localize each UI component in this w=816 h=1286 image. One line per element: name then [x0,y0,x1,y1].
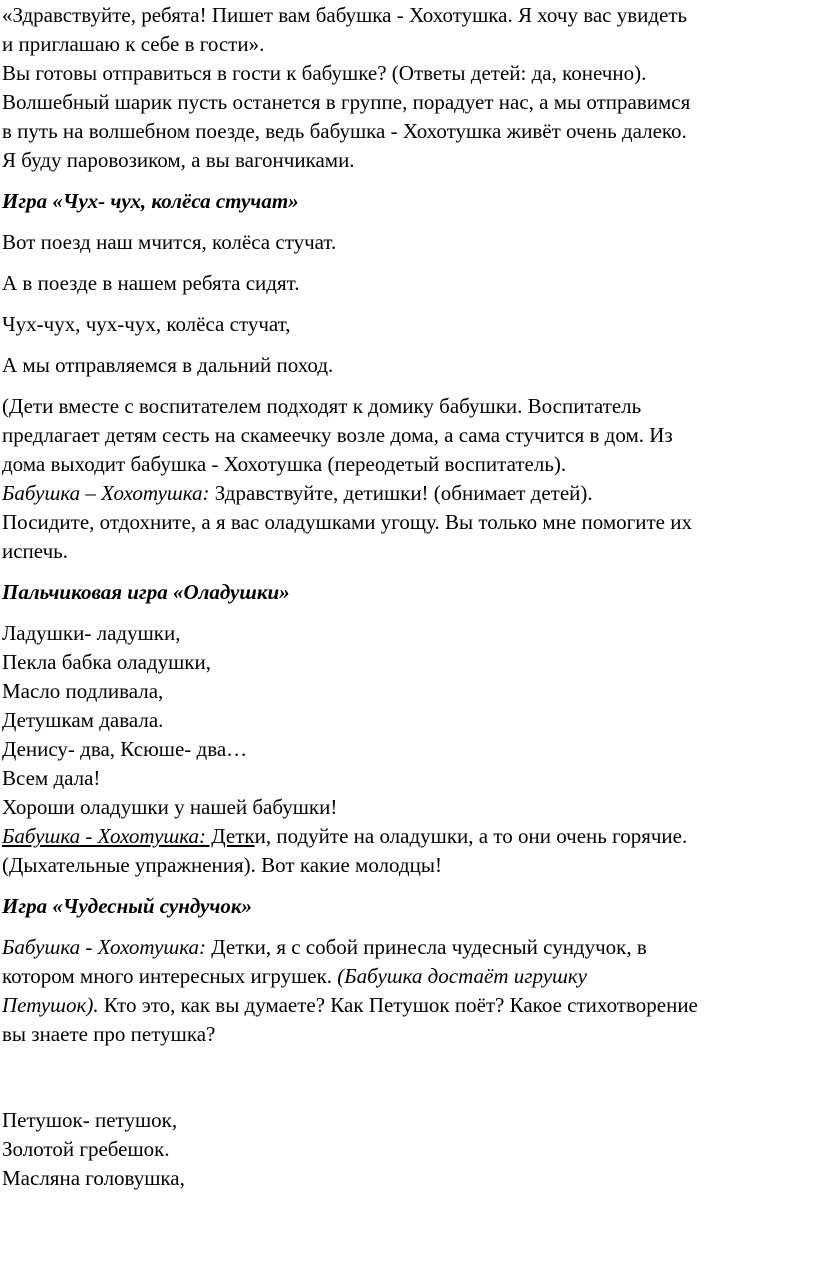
stage-direction: (Бабушка достаёт игрушку [337,964,588,988]
narration-line: дома выходит бабушка - Хохотушка (переодетый воспитатель). [2,452,567,476]
game3-heading: Игра «Чудесный сундучок» [2,894,253,918]
narration-line [2,479,816,508]
poem-verse [2,1106,816,1193]
game2-verse-line: Пекла бабка оладушки, [2,650,211,674]
narration-paragraph [2,392,816,566]
game3-paragraph [2,933,816,1049]
game2-heading: Пальчиковая игра «Оладушки» [2,580,290,604]
game2-speech-line [2,822,816,851]
game2-verse-line: Масло подливала, [2,679,164,703]
poem-line: Золотой гребешок. [2,1137,170,1161]
speaker-label: Бабушка - Хохотушка: [2,824,207,848]
narration-line: Посидите, отдохните, а я вас оладушками угощу. Вы только мне помогите их [2,510,692,534]
game1-verse-line: А в поезде в нашем ребята сидят. [2,271,300,295]
speech-text: и, подуйте на оладушки, а то они очень горячие. [254,824,688,848]
game1-verse-line: Вот поезд наш мчится, колёса стучат. [2,230,337,254]
poem-line: Масляна головушка, [2,1166,185,1190]
game3-line [2,933,816,962]
intro-line: в путь на волшебном поезде, ведь бабушка - Хохотушка живёт очень далеко. [2,119,687,143]
game2-speech-line: (Дыхательные упражнения). Вот какие молодцы! [2,853,442,877]
game2-verse-line: Детушкам давала. [2,708,164,732]
narration-text: Здравствуйте, детишки! (обнимает детей). [209,481,593,505]
game3-text: Детки, я с собой принесла чудесный сундучок, в [206,935,647,959]
intro-line: «Здравствуйте, ребята! Пишет вам бабушка - Хохотушка. Я хочу вас увидеть [2,3,688,27]
game1-verse-line: А мы отправляемся в дальний поход. [2,353,334,377]
narration-line: испечь. [2,539,68,563]
speech-underlined-word: Детк [206,824,255,848]
game3-line: вы знаете про петушка? [2,1022,216,1046]
game3-line [2,991,816,1020]
intro-line: Вы готовы отправиться в гости к бабушке? (Ответы детей: да, конечно). [2,61,647,85]
intro-paragraph [2,1,816,175]
speaker-label: Бабушка – Хохотушка: [2,481,210,505]
game2-verse-line: Хороши оладушки у нашей бабушки! [2,795,338,819]
intro-line: Я буду паровозиком, а вы вагончиками. [2,148,355,172]
intro-line: Волшебный шарик пусть останется в группе, порадует нас, а мы отправимся [2,90,691,114]
game3-line [2,962,816,991]
game1-verse-line: Чух-чух, чух-чух, колёса стучат, [2,312,291,336]
poem-line: Петушок- петушок, [2,1108,178,1132]
intro-line: и приглашаю к себе в гости». [2,32,265,56]
game2-verse-line: Ладушки- ладушки, [2,621,181,645]
stage-direction: Петушок). [2,993,99,1017]
game2-verse-line: Денису- два, Ксюше- два… [2,737,248,761]
speaker-label: Бабушка - Хохотушка: [2,935,207,959]
narration-line: предлагает детям сесть на скамеечку возле дома, а сама стучится в дом. Из [2,423,673,447]
game2-verse [2,619,816,880]
game2-verse-line: Всем дала! [2,766,101,790]
game3-text: Кто это, как вы думаете? Как Петушок поёт? Какое стихотворение [98,993,698,1017]
narration-line: (Дети вместе с воспитателем подходят к домику бабушки. Воспитатель [2,394,642,418]
game1-heading: Игра «Чух- чух, колёса стучат» [2,189,299,213]
game3-text: котором много интересных игрушек. [2,964,338,988]
